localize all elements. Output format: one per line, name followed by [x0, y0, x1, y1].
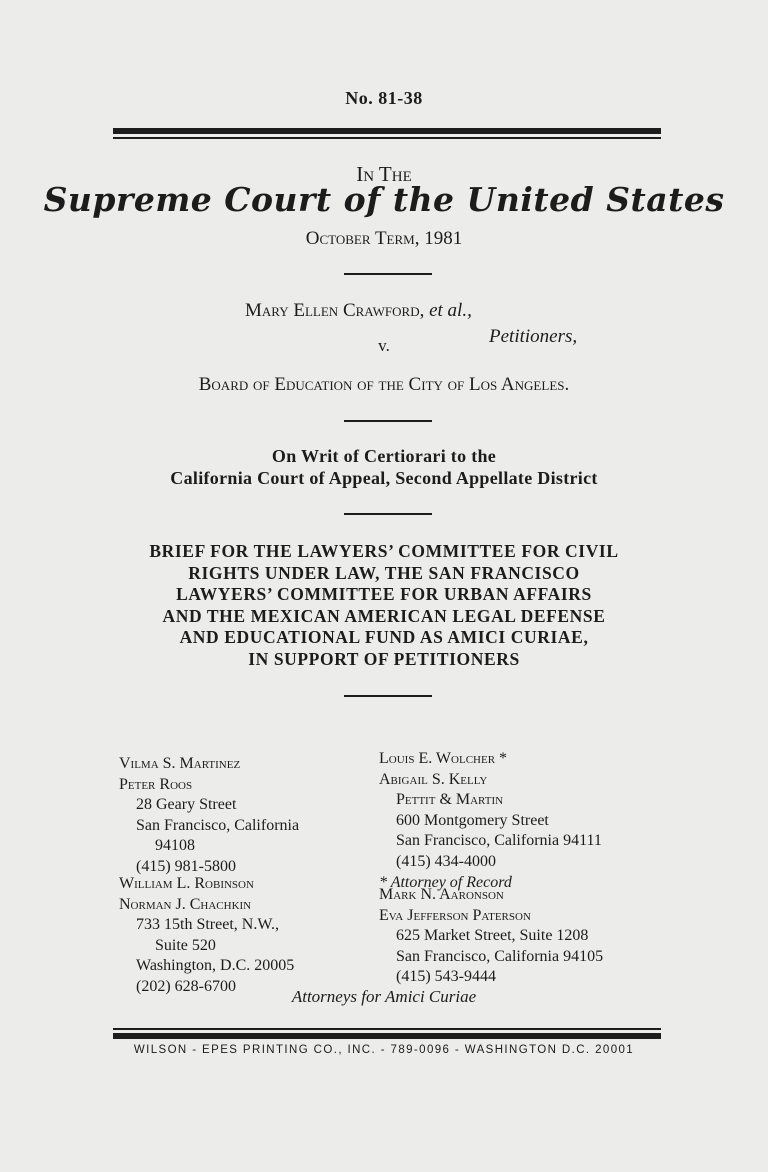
counsel-address: Suite 520 — [155, 936, 216, 954]
petitioner-etal: et al., — [429, 300, 472, 321]
counsel-name: Eva Jefferson Paterson — [379, 906, 531, 924]
counsel-address: San Francisco, California 94111 — [396, 832, 602, 850]
brief-title-line: LAWYERS’ COMMITTEE FOR URBAN AFFAIRS — [176, 584, 592, 604]
term-heading: October Term, 1981 — [305, 228, 463, 249]
counsel-name: Mark N. Aaronson — [379, 886, 504, 903]
counsel-address: 94108 — [155, 837, 195, 855]
brief-title-line: BRIEF FOR THE LAWYERS’ COMMITTEE FOR CIVIL — [149, 541, 619, 561]
in-the-heading: In The — [356, 162, 412, 186]
counsel-name: Peter Roos — [119, 775, 193, 793]
counsel-address: 733 15th Street, N.W., — [136, 916, 279, 934]
counsel-name: Louis E. Wolcher * — [379, 750, 508, 767]
counsel-name: Vilma S. Martinez — [119, 755, 241, 772]
brief-title-line: RIGHTS UNDER LAW, THE SAN FRANCISCO — [188, 562, 580, 583]
counsel-phone: (202) 628-6700 — [136, 977, 236, 995]
separator-rule-2 — [344, 420, 432, 422]
attorneys-for-amici: Attorneys for Amici Curiae — [291, 987, 477, 1006]
counsel-name: Abigail S. Kelly — [379, 770, 488, 788]
counsel-address: 600 Montgomery Street — [396, 811, 549, 829]
case-number: No. 81-38 — [345, 88, 423, 108]
brief-title-line: AND EDUCATIONAL FUND AS AMICI CURIAE, — [179, 627, 589, 647]
separator-rule-3 — [344, 513, 432, 515]
writ-line-2: California Court of Appeal, Second Appellate District — [170, 468, 598, 488]
counsel-phone: (415) 981-5800 — [136, 857, 236, 875]
versus: v. — [378, 336, 390, 355]
brief-title-line: IN SUPPORT OF PETITIONERS — [248, 648, 520, 669]
counsel-address: 625 Market Street, Suite 1208 — [396, 927, 589, 945]
counsel-address: San Francisco, California — [136, 816, 300, 834]
counsel-block-robinson — [119, 874, 294, 998]
counsel-phone: (415) 434-4000 — [396, 852, 496, 870]
bottom-thin-rule — [113, 1028, 661, 1030]
brief-title-line: AND THE MEXICAN AMERICAN LEGAL DEFENSE — [162, 605, 606, 626]
petitioners-label: Petitioners, — [489, 326, 578, 347]
petitioner-party — [245, 300, 472, 322]
counsel-address: Washington, D.C. 20005 — [136, 957, 295, 975]
respondent-party: Board of Education of the City of Los Angeles. — [198, 374, 570, 395]
brief-title — [0, 541, 768, 670]
top-thick-rule — [113, 128, 661, 134]
attorney-of-record-note: * Attorney of Record — [379, 873, 512, 891]
petitioner-name: Mary Ellen Crawford, — [245, 300, 425, 321]
court-name: Supreme Court of the United States — [43, 180, 725, 219]
counsel-firm: Pettit & Martin — [396, 791, 504, 809]
counsel-name: William L. Robinson — [119, 875, 254, 892]
separator-rule-1 — [344, 273, 432, 275]
counsel-address: San Francisco, California 94105 — [396, 947, 604, 965]
counsel-phone: (415) 543-9444 — [396, 968, 496, 986]
counsel-block-aaronson — [379, 885, 603, 988]
writ-line-1: On Writ of Certiorari to the — [271, 446, 497, 466]
counsel-block-wolcher — [379, 749, 602, 893]
counsel-block-martinez — [119, 754, 299, 878]
separator-rule-4 — [344, 695, 432, 697]
counsel-name: Norman J. Chachkin — [119, 895, 252, 913]
printer-imprint: WILSON - EPES PRINTING CO., INC. - 789-0096 - WASHINGTON D.C. 20001 — [133, 1044, 635, 1056]
counsel-address: 28 Geary Street — [136, 796, 237, 814]
bottom-thick-rule — [113, 1033, 661, 1039]
top-thin-rule — [113, 137, 661, 139]
